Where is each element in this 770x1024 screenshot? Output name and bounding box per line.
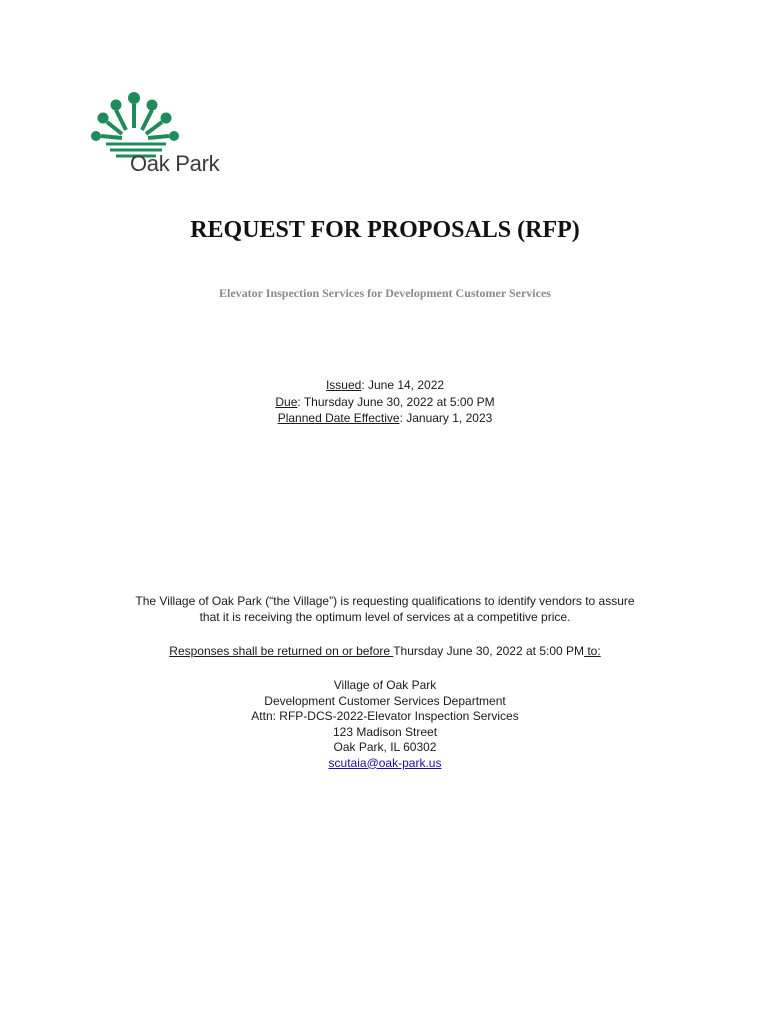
document-subtitle: Elevator Inspection Services for Development Customer Services (219, 286, 551, 300)
due-value: : Thursday June 30, 2022 at 5:00 PM (297, 394, 495, 409)
intro-line-1: The Village of Oak Park (“the Village”) is requesting qualifications to identify vendors to assure (135, 594, 635, 608)
address-line-1: Village of Oak Park (333, 678, 437, 692)
due-line (0, 394, 770, 411)
mailing-address (0, 678, 770, 771)
oak-park-logo (86, 88, 236, 186)
intro-paragraph (0, 593, 770, 625)
issued-value: : June 14, 2022 (361, 378, 445, 392)
due-label: Due (275, 394, 298, 409)
responses-instruction (0, 644, 770, 658)
address-line-5: Oak Park, IL 60302 (333, 740, 437, 754)
responses-suffix: to: (584, 644, 601, 658)
issued-line (0, 377, 770, 394)
address-line-4: 123 Madison Street (332, 724, 438, 739)
intro-line-2: that it is receiving the optimum level of services at a competitive price. (199, 610, 571, 624)
address-line-3: Attn: RFP-DCS-2022-Elevator Inspection Services (251, 709, 519, 723)
responses-prefix: Responses shall be returned on or before (169, 644, 394, 658)
effective-value: : January 1, 2023 (399, 411, 493, 425)
issued-label: Issued (325, 378, 362, 392)
document-title: REQUEST FOR PROPOSALS (RFP) (190, 217, 580, 243)
logo-wordmark: Oak Park (130, 151, 220, 176)
effective-label: Planned Date Effective (277, 411, 400, 425)
email-link[interactable]: scutaia@oak-park.us (328, 755, 442, 770)
effective-line (0, 410, 770, 427)
responses-datetime: Thursday June 30, 2022 at 5:00 PM (393, 644, 585, 658)
address-line-2: Development Customer Services Department (264, 693, 506, 708)
key-dates (0, 377, 770, 427)
